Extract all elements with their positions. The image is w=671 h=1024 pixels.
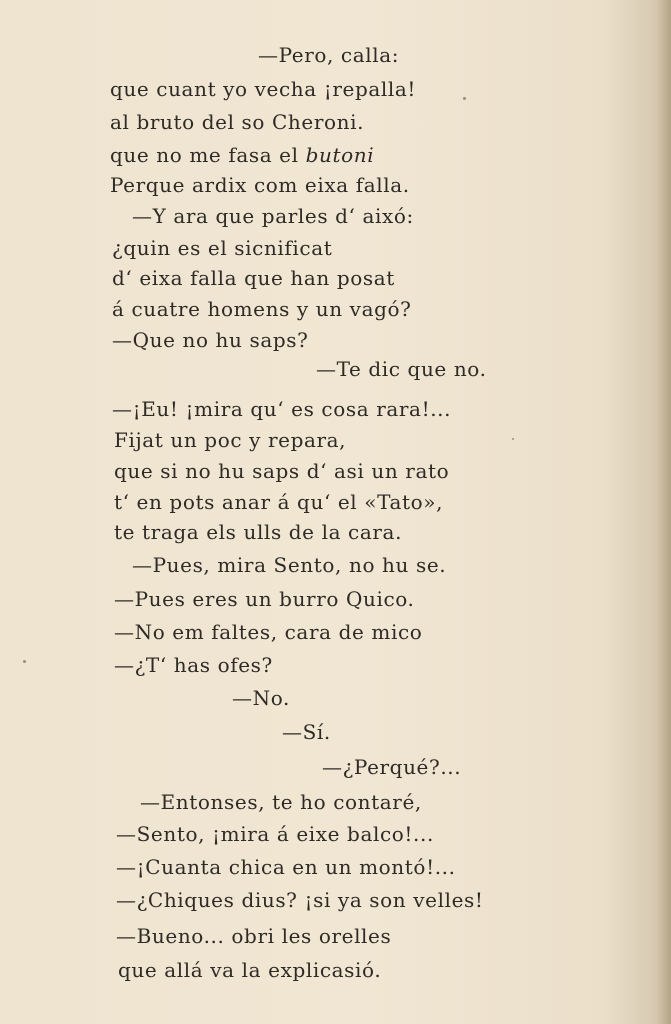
verse-line: d‘ eixa falla que han posat: [112, 266, 395, 290]
italic-word: butoni: [305, 143, 375, 167]
verse-line: —Pues, mira Sento, no hu se.: [132, 553, 447, 577]
verse-line: t‘ en pots anar á qu‘ el «Tato»,: [114, 490, 444, 514]
verse-line: —No em faltes, cara de mico: [114, 620, 423, 644]
verse-line: —¿Perqué?...: [322, 755, 462, 779]
verse-line: que si no hu saps d‘ asi un rato: [114, 459, 450, 483]
verse-line: te traga els ulls de la cara.: [114, 520, 403, 544]
verse-line: —Pues eres un burro Quico.: [114, 587, 415, 611]
verse-line: —Entonses, te ho contaré,: [140, 790, 422, 814]
verse-line: —Sí.: [282, 720, 331, 744]
verse-line: á cuatre homens y un vagó?: [112, 297, 412, 321]
verse-line: [110, 143, 374, 167]
verse-line: —¡Eu! ¡mira qu‘ es cosa rara!...: [112, 397, 452, 421]
verse-line: Perque ardix com eixa falla.: [110, 173, 410, 197]
paper-speck: [512, 438, 514, 440]
verse-line: al bruto del so Cheroni.: [110, 110, 365, 134]
verse-line: —No.: [232, 686, 290, 710]
verse-line: que cuant yo vecha ¡repalla!: [110, 77, 417, 101]
verse-line: —Sento, ¡mira á eixe balco!...: [116, 822, 434, 846]
verse-text: que no me fasa el: [110, 143, 299, 167]
paper-speck: [463, 97, 466, 100]
page-gutter-shadow: [657, 0, 671, 1024]
verse-line: —Y ara que parles d‘ aixó:: [132, 204, 414, 228]
verse-line: —Bueno... obri les orelles: [116, 924, 392, 948]
paper-speck: [23, 660, 26, 663]
verse-line: que allá va la explicasió.: [118, 958, 382, 982]
verse-line: ¿quin es el sicnificat: [112, 236, 333, 260]
verse-line: —¿T‘ has ofes?: [114, 653, 273, 677]
verse-line: —Pero, calla:: [258, 43, 400, 67]
verse-line: Fijat un poc y repara,: [114, 428, 347, 452]
verse-line: —¡Cuanta chica en un montó!...: [116, 855, 456, 879]
verse-line: —Te dic que no.: [316, 357, 487, 381]
verse-line: —¿Chiques dius? ¡si ya son velles!: [116, 888, 484, 912]
verse-line: —Que no hu saps?: [112, 328, 309, 352]
